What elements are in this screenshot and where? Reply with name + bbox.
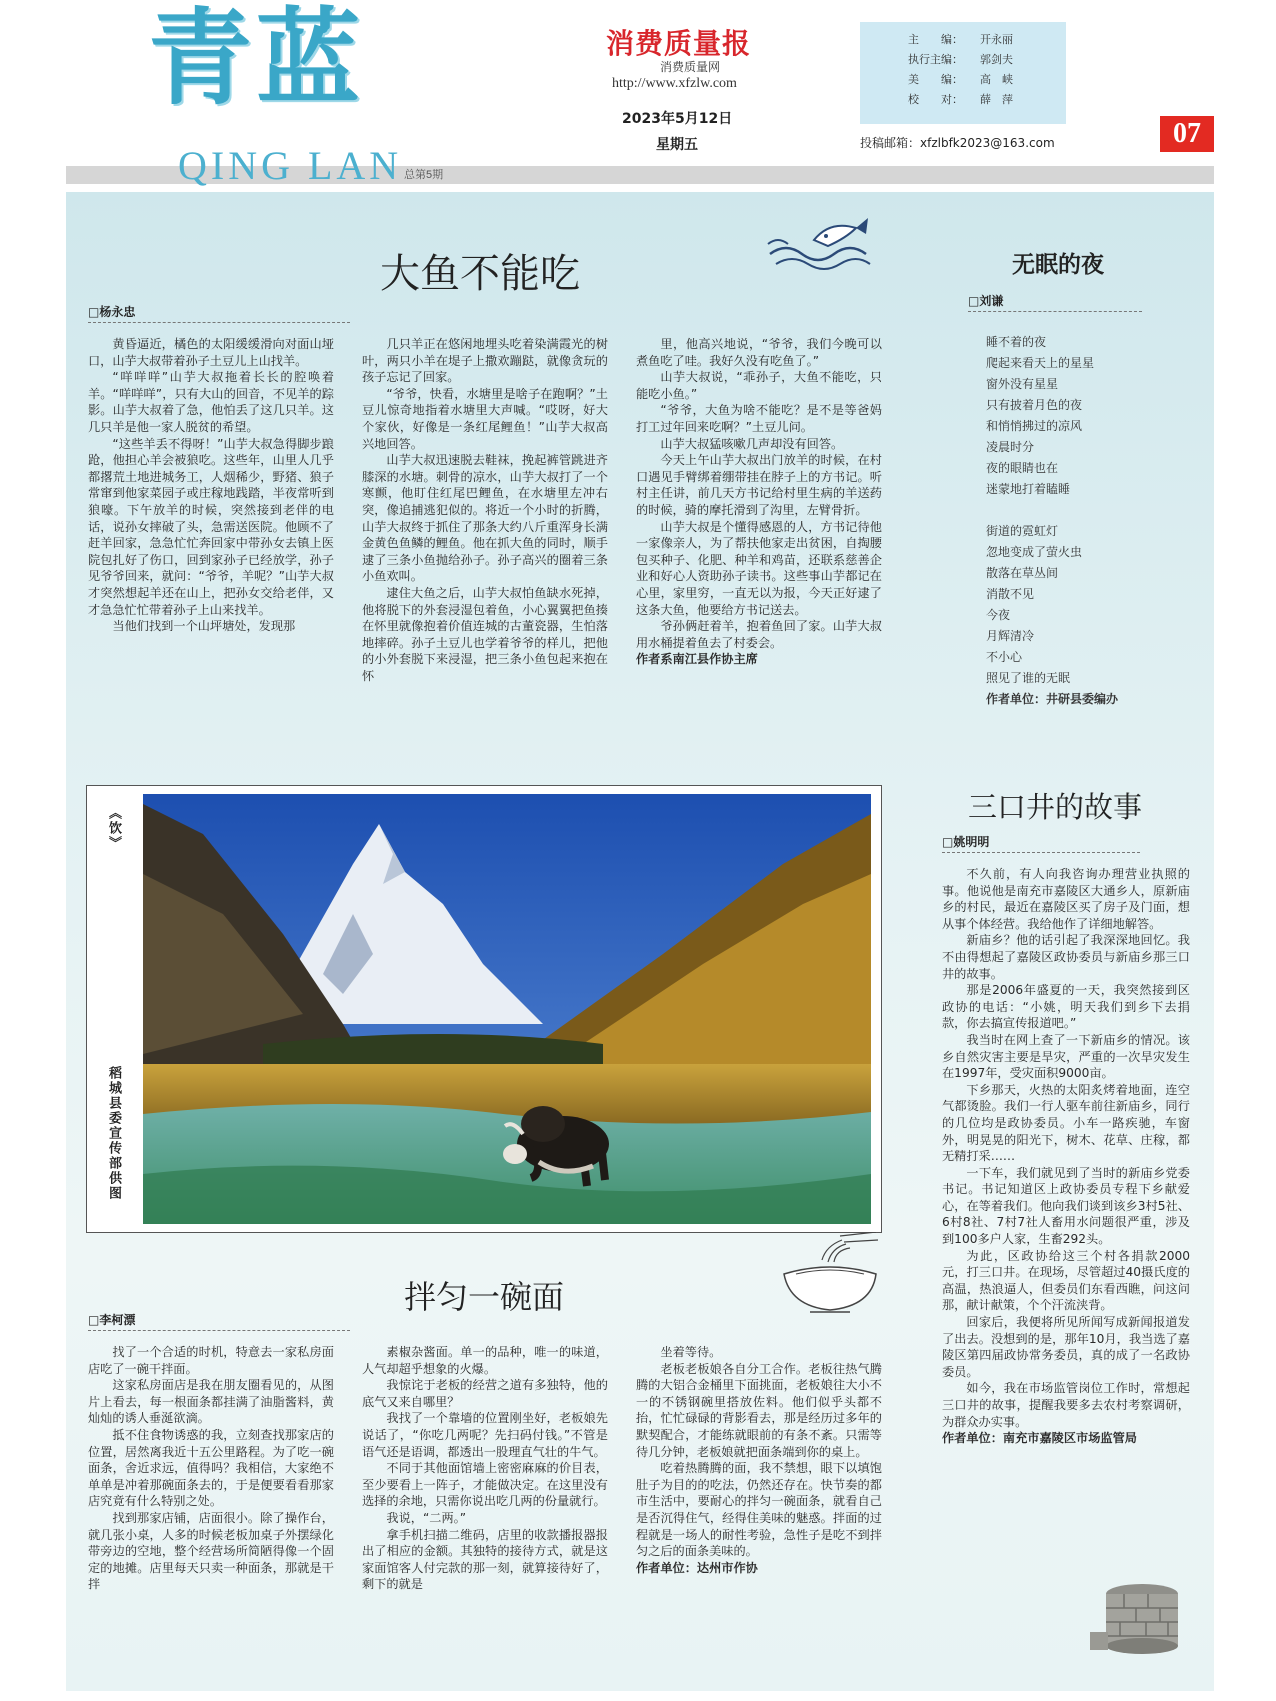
landscape-illustration (143, 794, 871, 1224)
yak-mountain-photo (143, 794, 871, 1224)
fish-wave-icon (766, 214, 874, 272)
article3-author: 作者单位：达州市作协 (636, 1560, 758, 1575)
logo-chinese: 青蓝 (148, 0, 365, 119)
logo-english: QING LAN (178, 143, 403, 188)
editors-box (860, 22, 1066, 124)
article2-author: 作者单位：南充市嘉陵区市场监管局 (942, 1431, 1137, 1446)
noodle-bowl-icon (780, 1232, 880, 1318)
article2-title: 三口井的故事 (968, 790, 1143, 824)
article1-column-3: 里，他高兴地说，“爷爷，我们今晚可以煮鱼吃了哇。我好久没有吃鱼了。” 山芋大叔说，“乖孙子，大鱼不能吃，只能吃小鱼。” “爷爷，大鱼为啥不能吃？是不是等爸妈打工过年回来吃啊？”土豆儿问。 山芋大叔猛咳嗽几声却没有回答。 今天上午山芋大叔出门放羊的时候，在村口遇见手臂绑着绷带挂在脖子上的方书记。听村主任讲，前几天方书记给村里生病的羊送药的时候，骑的摩托滑到了沟里，左臂骨折。 山芋大叔是个懂得感恩的人，方书记待他一家像亲人，为了帮扶他家走出贫困，自掏腰包买种子、化肥、种羊和鸡苗，还联系慈善企业和好心人资助孙子读书。这些事山芋都记在心里，家里穷，一直无以为报，今天正好逮了这条大鱼，他要给方书记送去。 爷孙俩赶着羊，抱着鱼回了家。山芋大叔用水桶提着鱼去了村委会。 作者系南江县作协主席 (636, 337, 882, 667)
article1-column-2: 几只羊正在悠闲地埋头吃着染满霞光的树叶，两只小羊在堤子上撒欢蹦跶，就像贪玩的孩子忘记了回家。 “爷爷，快看，水塘里是啥子在跑啊？”土豆儿惊奇地指着水塘里大声喊。“哎呀，好大个家伙，好像是一条红尾鲤鱼！”山芋大叔高兴地回答。 山芋大叔迅速脱去鞋袜，挽起裤管跳进齐膝深的水塘。刺骨的凉水，山芋大叔打了一个寒颤，他盯住红尾巴鲤鱼，在水塘里左冲右突，像追捕逃犯似的。将近一个小时的折腾，山芋大叔终于抓住了那条大约八斤重浑身长满金黄色鱼鳞的鲤鱼。他在抓大鱼的同时，顺手逮了三条小鱼抛给孙子。孙子高兴的圈着三条小鱼欢叫。 逮住大鱼之后，山芋大叔怕鱼缺水死掉，他将脱下的外套浸湿包着鱼，小心翼翼把鱼揍在怀里就像抱着价值连城的古董瓷器，生怕落地摔碎。孙子土豆儿也学着爷爷的样儿，把他的小外套脱下来浸湿，把三条小鱼包起来抱在怀 (362, 337, 608, 683)
photo-credit: 稻城县委宣传部供图 (106, 1066, 121, 1201)
submit-email[interactable]: 投稿邮箱：xfzlbfk2023@163.com (860, 136, 1055, 150)
poem-title: 无眠的夜 (1012, 252, 1104, 278)
article3-byline: □李柯漂 (88, 1311, 350, 1331)
editor-row: 美 编： 高 峡 (908, 73, 1013, 86)
article3-column-2: 素椒杂酱面。单一的品种，唯一的味道，人气却超乎想象的火爆。 我惊诧于老板的经营之道有多独特，他的底气又来自哪里？ 我找了一个靠墙的位置刚坐好，老板娘先说话了，“你吃几两呢？先扫码付钱。”不管是语气还是语调，都透出一股理直气壮的牛气。 不同于其他面馆墙上密密麻麻的价目表，至少要看上一阵子，才能做决定。在这里没有选择的余地，只需你说出吃几两的份量就行。 我说，“二两。” 拿手机扫描二维码，店里的收款播报器报出了相应的金额。其独特的接待方式，就是这家面馆客人付完款的那一刻，就算接待好了，剩下的就是 (362, 1345, 608, 1592)
article1-author: 作者系南江县作协主席 (636, 652, 758, 667)
issue-number: 总第5期 (404, 169, 444, 181)
issue-date: 2023年5月12日 (622, 111, 733, 127)
masthead (0, 0, 1276, 190)
issue-weekday: 星期五 (656, 137, 698, 153)
paper-site: 消费质量网 (660, 60, 721, 74)
stone-well-icon (1090, 1582, 1190, 1658)
article1-byline: □杨永忠 (88, 303, 350, 323)
editor-row: 主 编： 开永丽 (908, 33, 1013, 46)
paper-url[interactable]: http://www.xfzlw.com (612, 76, 737, 91)
article1-title: 大鱼不能吃 (380, 251, 580, 297)
poem-body: 睡不着的夜 爬起来看天上的星星 窗外没有星星 只有披着月色的夜 和悄悄拂过的凉风 凌晨时分 夜的眼睛也在 迷蒙地打着瞌睡 街道的霓虹灯 忽地变成了萤火虫 散落在草丛间 消散不见 今夜 月辉清冷 不小心 照见了谁的无眠 作者单位：井研县委编办 (986, 332, 1186, 710)
editor-row: 校 对： 薛 萍 (908, 93, 1013, 106)
article1-column-1: 黄昏逼近，橘色的太阳缓缓滑向对面山垭口，山芋大叔带着孙子土豆儿上山找羊。 “咩咩咩”山芋大叔拖着长长的腔唤着羊。“咩咩咩”，只有大山的回音，不见羊的踪影。山芋大叔着了急，他怕丢了这几只羊。这几只羊是他一家人脱贫的希望。 “这些羊丢不得呀！”山芋大叔急得脚步踉跄，他担心羊会被狼吃。这些年，山里人几乎都撂荒土地进城务工，人烟稀少，野猪、狼子常窜到他家菜园子或庄稼地践踏，半夜常听到狼嚎。下午放羊的时候，突然接到老伴的电话，说孙女摔破了头，急需送医院。他顾不了赶羊回家，急急忙忙奔回家中带孙女去镇上医院包扎好了伤口，回到家孙子已经放学，孙子见爷爷回来，就问：“爷爷，羊呢？”山芋大叔才突然想起羊还在山上，把孙女交给老伴，又才急急忙忙带着孙子上山来找羊。 当他们找到一个山坪塘处，发现那 (88, 337, 334, 634)
photo-title: 《饮》 (106, 806, 121, 851)
article3-column-1: 找了一个合适的时机，特意去一家私房面店吃了一碗干拌面。 这家私房面店是我在朋友圈看见的，从图片上看去，每一根面条都挂满了油脂酱料，黄灿灿的诱人垂涎欲滴。 抵不住食物诱惑的我，立刻查找那家店的位置，居然离我近十五公里路程。为了吃一碗面条，舍近求远，值得吗？我相信，大家绝不单单是冲着那碗面条去的，于是便要看看那家店究竟有什么特别之处。 找到那家店铺，店面很小。除了操作台，就几张小桌，人多的时候老板加桌子外摆绿化带旁边的空地，整个经营场所简陋得像一个固定的地摊。店里每天只卖一种面条，那就是干拌 (88, 1345, 334, 1592)
article3-title: 拌匀一碗面 (404, 1278, 565, 1316)
article3-column-3: 坐着等待。 老板老板娘各自分工合作。老板往热气腾腾的大铝合金桶里下面挑面，老板娘往大小不一的不锈钢碗里搭放佐料。他们似乎头都不抬，忙忙碌碌的背影看去，那是经历过多年的默契配合，才能练就眼前的有条不紊。只需等待几分钟，老板娘就把面条端到你的桌上。 吃着热腾腾的面，我不禁想，眼下以填饱肚子为目的的吃法，仍然还存在。快节奏的都市生活中，要耐心的拌匀一碗面条，就看自己是否沉得住气，经得住美味的魅惑。拌面的过程就是一场人的耐性考验，急性子是吃不到拌匀之后的面条美味的。 作者单位：达州市作协 (636, 1345, 882, 1575)
article2-body: 不久前，有人向我咨询办理营业执照的事。他说他是南充市嘉陵区大通乡人，原新庙乡的村民，最近在嘉陵区买了房子及门面，想从事个体经营。我给他作了详细地解答。 新庙乡？他的话引起了我深深地回忆。我不由得想起了嘉陵区政协委员与新庙乡那三口井的故事。 那是2006年盛夏的一天，我突然接到区政协的电话：“小姚，明天我们到乡下去捐款，你去搞宣传报道吧。” 我当时在网上查了一下新庙乡的情况。该乡自然灾害主要是旱灾，严重的一次旱灾发生在1997年，受灾面积9000亩。 下乡那天，火热的太阳炙烤着地面，连空气都烫脸。我们一行人驱车前往新庙乡，同行的几位均是政协委员。小车一路疾驰，车窗外，明晃晃的阳光下，树木、花草、庄稼，都无精打采…… 一下车，我们就见到了当时的新庙乡党委书记。书记知道区上政协委员专程下乡献爱心，在等着我们。他向我们谈到该乡3村5社、6村8社、7村7社人畜用水问题很严重，涉及到100多户人家，生畜292头。 为此，区政协给这三个村各捐款2000元，打三口井。在现场，尽管超过40摄氏度的高温，热浪逼人，但委员们东看西瞧，问这问那，献计献策，个个汗流浃背。 回家后，我便将所见所闻写成新闻报道发了出去。没想到的是，那年10月，我当选了嘉陵区第四届政协常务委员，真的成了一名政协委员。 如今，我在市场监管岗位工作时，常想起三口井的故事，提醒我要多去农村考察调研，为群众办实事。 作者单位：南充市嘉陵区市场监管局 (942, 867, 1190, 1446)
editor-row: 执行主编： 郭剑夫 (908, 53, 1013, 66)
poem-byline: □刘谦 (968, 292, 1142, 312)
page-number: 07 (1160, 116, 1214, 152)
paper-name: 消费质量报 (606, 27, 752, 60)
poem-author: 作者单位：井研县委编办 (986, 692, 1119, 706)
article2-byline: □姚明明 (942, 833, 1140, 853)
